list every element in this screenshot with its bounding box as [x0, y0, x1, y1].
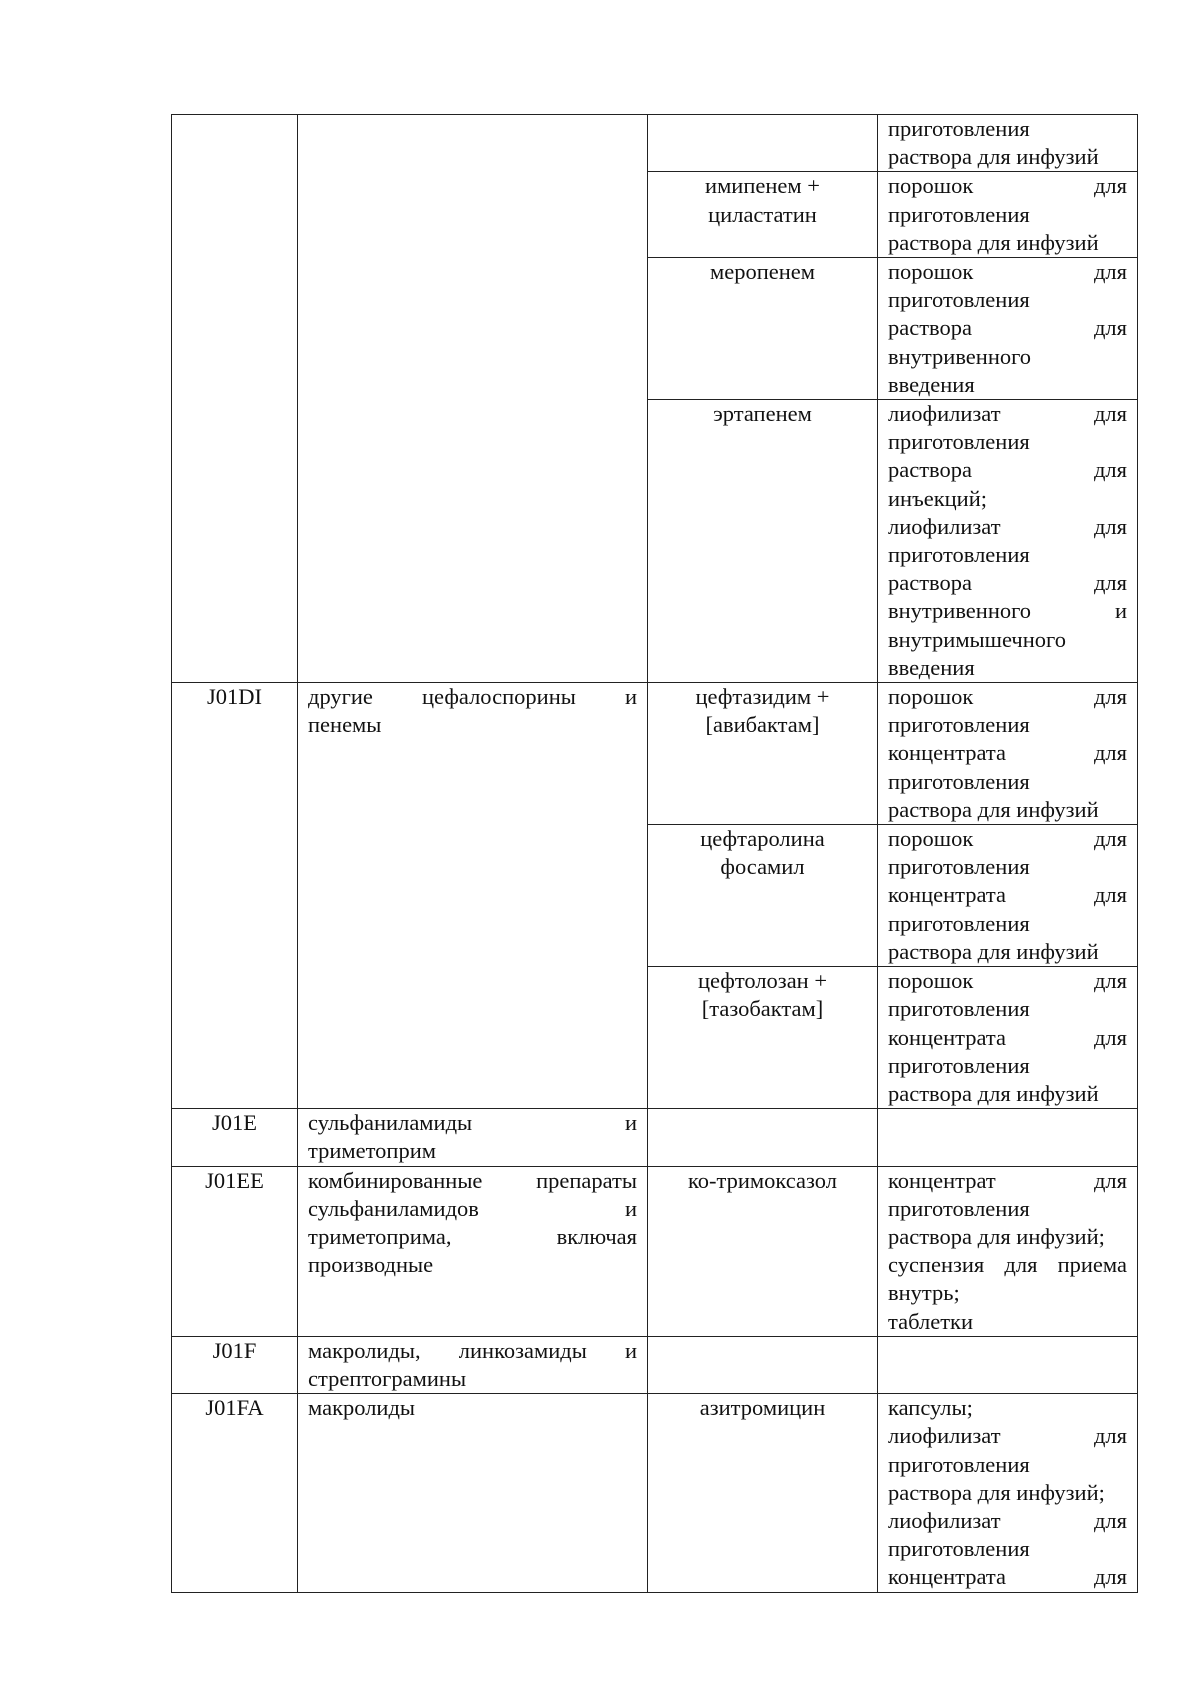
group-name-line: другие цефалоспорины и: [308, 684, 637, 710]
dosage-form-line: приготовления: [888, 1536, 1030, 1562]
drug-name-cell: [648, 1336, 878, 1393]
drug-name-line: цефтазидим +: [695, 684, 830, 710]
group-name-line: сульфаниламидов и: [308, 1195, 637, 1221]
group-name-line: макролиды: [308, 1395, 416, 1421]
dosage-form-line: приготовления: [888, 910, 1030, 936]
dosage-form-line: лиофилизат для: [888, 513, 1127, 539]
dosage-form-cell: [878, 825, 1138, 967]
anatomical-group-cell: [298, 1336, 648, 1393]
dosage-form-line: раствора для: [888, 315, 1127, 341]
drug-name-cell: [648, 825, 878, 967]
anatomical-group-cell: [298, 115, 648, 683]
dosage-form-line: концентрата для: [888, 1024, 1127, 1050]
drug-name-line: фосамил: [720, 854, 805, 880]
dosage-form-line: порошок для: [888, 684, 1127, 710]
anatomical-group-cell: [298, 1166, 648, 1336]
dosage-form-line: раствора для: [888, 570, 1127, 596]
dosage-form-cell: [878, 683, 1138, 825]
table-row: [172, 683, 1138, 825]
drug-name-line: [тазобактам]: [701, 996, 824, 1022]
dosage-form-line: приготовления: [888, 996, 1030, 1022]
dosage-form-line: приготовления: [888, 712, 1030, 738]
atc-code-cell: [172, 1394, 298, 1592]
drug-name-cell: [648, 967, 878, 1109]
dosage-form-line: капсулы;: [888, 1395, 973, 1421]
dosage-form-line: концентрата для: [888, 740, 1127, 766]
dosage-form-line: раствора для инфузий: [888, 229, 1099, 255]
group-name-line: сульфаниламиды и: [308, 1110, 637, 1136]
dosage-form-line: приготовления: [888, 854, 1030, 880]
dosage-form-line: порошок для: [888, 826, 1127, 852]
table-row: [172, 1166, 1138, 1336]
drug-name-line: азитромицин: [699, 1395, 826, 1421]
dosage-form-line: приготовления: [888, 768, 1030, 794]
atc-code: J01E: [212, 1110, 257, 1136]
atc-code-cell: [172, 683, 298, 1109]
group-name-line: комбинированные препараты: [308, 1167, 637, 1193]
group-name-line: стрептограмины: [308, 1365, 467, 1391]
dosage-form-line: концентрата для: [888, 882, 1127, 908]
drug-name-line: имипенем +: [705, 173, 820, 199]
anatomical-group-cell: [298, 1394, 648, 1592]
dosage-form-line: раствора для инфузий: [888, 796, 1099, 822]
dosage-form-line: раствора для инфузий: [888, 938, 1099, 964]
drug-name-cell: [648, 1394, 878, 1592]
dosage-form-line: приготовления: [888, 116, 1030, 141]
atc-code-cell: [172, 1109, 298, 1166]
drug-name-line: цефтаролина: [700, 826, 825, 852]
atc-code-cell: [172, 1166, 298, 1336]
drug-name-line: ко-тримоксазол: [688, 1167, 837, 1193]
dosage-form-line: раствора для инфузий;: [888, 1223, 1105, 1249]
drug-name-line: цефтолозан +: [697, 968, 828, 994]
dosage-form-line: концентрат для: [888, 1167, 1127, 1193]
group-name-line: триметоприма, включая: [308, 1223, 637, 1249]
dosage-form-line: введения: [888, 654, 975, 680]
group-name-line: пенемы: [308, 712, 382, 738]
dosage-form-line: приготовления: [888, 1052, 1030, 1078]
dosage-form-line: внутрь;: [888, 1280, 960, 1306]
dosage-form-cell: [878, 172, 1138, 258]
drug-name-line: циластатин: [708, 201, 817, 227]
dosage-form-line: инъекций;: [888, 485, 988, 511]
dosage-form-cell: [878, 967, 1138, 1109]
dosage-form-cell: [878, 1109, 1138, 1166]
dosage-form-line: приготовления: [888, 429, 1030, 455]
dosage-form-line: концентрата для: [888, 1564, 1127, 1590]
dosage-form-cell: [878, 258, 1138, 400]
dosage-form-cell: [878, 115, 1138, 172]
dosage-form-line: приготовления: [888, 1451, 1030, 1477]
dosage-form-line: приготовления: [888, 1195, 1030, 1221]
anatomical-group-cell: [298, 683, 648, 1109]
drug-name-cell: [648, 172, 878, 258]
dosage-form-line: приготовления: [888, 201, 1030, 227]
atc-code: J01EE: [205, 1167, 264, 1193]
group-name-line: триметоприм: [308, 1138, 436, 1164]
dosage-form-line: приготовления: [888, 287, 1030, 313]
atc-code: J01F: [212, 1337, 257, 1363]
drug-name-cell: [648, 1109, 878, 1166]
dosage-form-line: лиофилизат для: [888, 1507, 1127, 1533]
table-row: [172, 1109, 1138, 1166]
atc-code: J01DI: [207, 684, 262, 710]
group-name-line: производные: [308, 1252, 434, 1278]
dosage-form-cell: [878, 400, 1138, 683]
dosage-form-line: раствора для: [888, 457, 1127, 483]
dosage-form-cell: [878, 1336, 1138, 1393]
dosage-form-line: порошок для: [888, 968, 1127, 994]
drug-name-cell: [648, 1166, 878, 1336]
dosage-form-line: лиофилизат для: [888, 401, 1127, 427]
drug-name-cell: [648, 683, 878, 825]
dosage-form-line: внутривенного: [888, 343, 1032, 369]
drug-name-line: эртапенем: [713, 401, 812, 427]
atc-code: J01FA: [205, 1395, 264, 1421]
dosage-form-cell: [878, 1394, 1138, 1592]
table-row: [172, 1336, 1138, 1393]
dosage-form-line: внутримышечного: [888, 626, 1066, 652]
drug-name-line: меропенем: [709, 259, 816, 285]
dosage-form-line: введения: [888, 371, 975, 397]
dosage-form-line: внутривенного и: [888, 598, 1127, 624]
table-row: [172, 115, 1138, 172]
dosage-form-line: лиофилизат для: [888, 1423, 1127, 1449]
dosage-form-line: порошок для: [888, 259, 1127, 285]
dosage-form-cell: [878, 1166, 1138, 1336]
dosage-form-line: таблетки: [888, 1308, 974, 1334]
drug-name-cell: [648, 115, 878, 172]
table-body: [172, 115, 1138, 1593]
atc-code-cell: [172, 1336, 298, 1393]
dosage-form-line: раствора для инфузий;: [888, 1479, 1105, 1505]
atc-code-cell: [172, 115, 298, 683]
drug-name-cell: [648, 258, 878, 400]
dosage-form-line: раствора для инфузий: [888, 144, 1099, 170]
table-row: [172, 1394, 1138, 1592]
drug-classification-table: [171, 114, 1138, 1593]
group-name-line: макролиды, линкозамиды и: [308, 1337, 637, 1363]
dosage-form-line: приготовления: [888, 542, 1030, 568]
drug-name-line: [авибактам]: [705, 712, 820, 738]
dosage-form-line: раствора для инфузий: [888, 1080, 1099, 1106]
anatomical-group-cell: [298, 1109, 648, 1166]
dosage-form-line: порошок для: [888, 173, 1127, 199]
drug-name-cell: [648, 400, 878, 683]
dosage-form-line: суспензия для приема: [888, 1252, 1127, 1278]
